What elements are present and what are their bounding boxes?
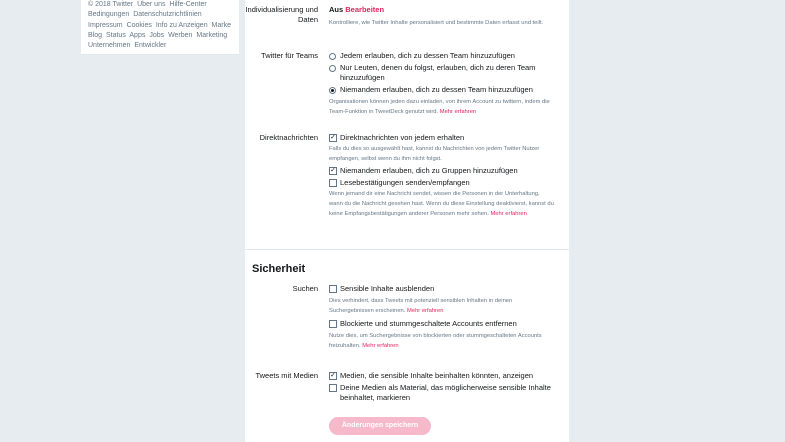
- teams-learn-more[interactable]: Mehr erfahren: [439, 109, 477, 116]
- personalization-status: Aus: [329, 5, 344, 14]
- radio-icon[interactable]: [329, 53, 336, 60]
- media-label: Tweets mit Medien: [255, 371, 318, 380]
- teams-option-nobody[interactable]: Niemandem erlauben, dich zu dessen Team hinzuzufügen: [329, 85, 554, 95]
- dm-learn-more[interactable]: Mehr erfahren: [490, 211, 527, 218]
- footer-link[interactable]: Über uns: [137, 1, 166, 8]
- dm-help-all: Falls du dies so ausgewählt hast, kannst du Nachrichten von jedem Twitter Nutzer empfangen, selbst wenn du ihm nicht folgst.: [329, 146, 540, 163]
- section-divider: [245, 249, 569, 250]
- teams-help: Organisationen können jeden dazu einladen, von ihrem Account zu twittern, indem die Team-Funktion in TweetDeck genutzt wird.: [329, 99, 550, 116]
- footer-link[interactable]: Unternehmen: [88, 42, 131, 50]
- teams-option-following[interactable]: Nur Leuten, denen du folgst, erlauben, dich zu deren Team hinzuzufügen: [329, 63, 554, 83]
- search-help-sensitive: Dies verhindert, dass Tweets mit potenziell sensiblen Inhalten in deinen Suchergebnissen erscheinen.: [329, 298, 513, 315]
- personalization-edit-link[interactable]: Bearbeiten: [345, 5, 385, 14]
- footer-link[interactable]: © 2018 Twitter: [88, 1, 134, 8]
- dm-help-receipts: Wenn jemand dir eine Nachricht sendet, wissen die Personen in der Unterhaltung, wann du die Nachricht gesehen hast. Wenn du diese Einstellung deaktivierst, kannst du keine Empfangsbestätigungen anderer Personen mehr sehen.: [329, 190, 554, 218]
- footer-link[interactable]: Marketing: [196, 31, 228, 39]
- footer-link[interactable]: Blog: [88, 31, 103, 39]
- footer-link[interactable]: Jobs: [149, 31, 165, 39]
- media-option-show[interactable]: ✓ Medien, die sensible Inhalte beinhalten könnten, anzeigen: [330, 371, 534, 380]
- footer-link[interactable]: Impressum: [88, 21, 123, 29]
- footer-link[interactable]: Info zu Anzeigen: [155, 21, 208, 29]
- personalization-help: Kontrolliere, wie Twitter Inhalte personalisiert und bestimmte Daten erfasst und teilt.: [329, 20, 544, 26]
- footer-link[interactable]: Hilfe-Center: [169, 1, 207, 8]
- footer-link[interactable]: Bedingungen: [88, 11, 130, 19]
- footer-link[interactable]: Apps: [129, 31, 146, 39]
- checkbox-icon[interactable]: [329, 320, 337, 328]
- media-option-mark[interactable]: Deine Medien als Material, das möglicherweise sensible Inhalte beinhaltet, markieren: [329, 383, 554, 403]
- save-button[interactable]: Änderungen speichern: [329, 417, 431, 435]
- dm-option-all[interactable]: ✓ Direktnachrichten von jedem erhalten: [330, 133, 465, 142]
- teams-option-everyone[interactable]: Jedem erlauben, dich zu dessen Team hinzuzufügen: [329, 51, 554, 61]
- radio-icon[interactable]: [329, 65, 336, 72]
- teams-label: Twitter für Teams: [261, 51, 318, 60]
- search-option-blocked[interactable]: Blockierte und stummgeschaltete Accounts entfernen: [329, 319, 554, 329]
- footer-link[interactable]: Werben: [168, 31, 193, 39]
- dm-label: Direktnachrichten: [259, 133, 318, 142]
- search-learn-more-blocked[interactable]: Mehr erfahren: [362, 342, 399, 349]
- checkbox-icon[interactable]: [329, 179, 337, 187]
- footer-link[interactable]: Status: [105, 31, 126, 39]
- footer-link[interactable]: Cookies: [126, 21, 152, 29]
- search-label: Suchen: [292, 284, 318, 293]
- dm-option-groups[interactable]: ✓ Niemandem erlauben, dich zu Gruppen hinzuzufügen: [330, 165, 518, 175]
- search-help-blocked: Nutze dies, um Suchergebnisse von blockierten oder stummgeschalteten Accounts freizuhalten.: [329, 332, 542, 349]
- footer-link[interactable]: Entwickler: [134, 42, 167, 50]
- search-option-sensitive[interactable]: Sensible Inhalte ausblenden: [329, 284, 554, 294]
- footer-links: [81, 0, 239, 55]
- settings-panel: [245, 0, 569, 442]
- checkbox-icon[interactable]: [329, 285, 337, 293]
- checkbox-checked-icon[interactable]: ✓: [330, 166, 336, 174]
- personalization-label: Individualisierung und Daten: [245, 5, 318, 24]
- footer-link[interactable]: Marke: [211, 21, 231, 29]
- checkbox-checked-icon[interactable]: ✓: [330, 372, 336, 379]
- footer-link[interactable]: Datenschutzrichtlinien: [133, 11, 202, 19]
- checkbox-checked-icon[interactable]: ✓: [330, 134, 336, 141]
- checkbox-icon[interactable]: [329, 384, 337, 392]
- dm-option-receipts[interactable]: Lesebestätigungen senden/empfangen: [329, 178, 554, 188]
- radio-checked-icon[interactable]: [329, 87, 336, 94]
- search-learn-more-sensitive[interactable]: Mehr erfahren: [407, 308, 444, 315]
- security-title: Sicherheit: [252, 263, 306, 275]
